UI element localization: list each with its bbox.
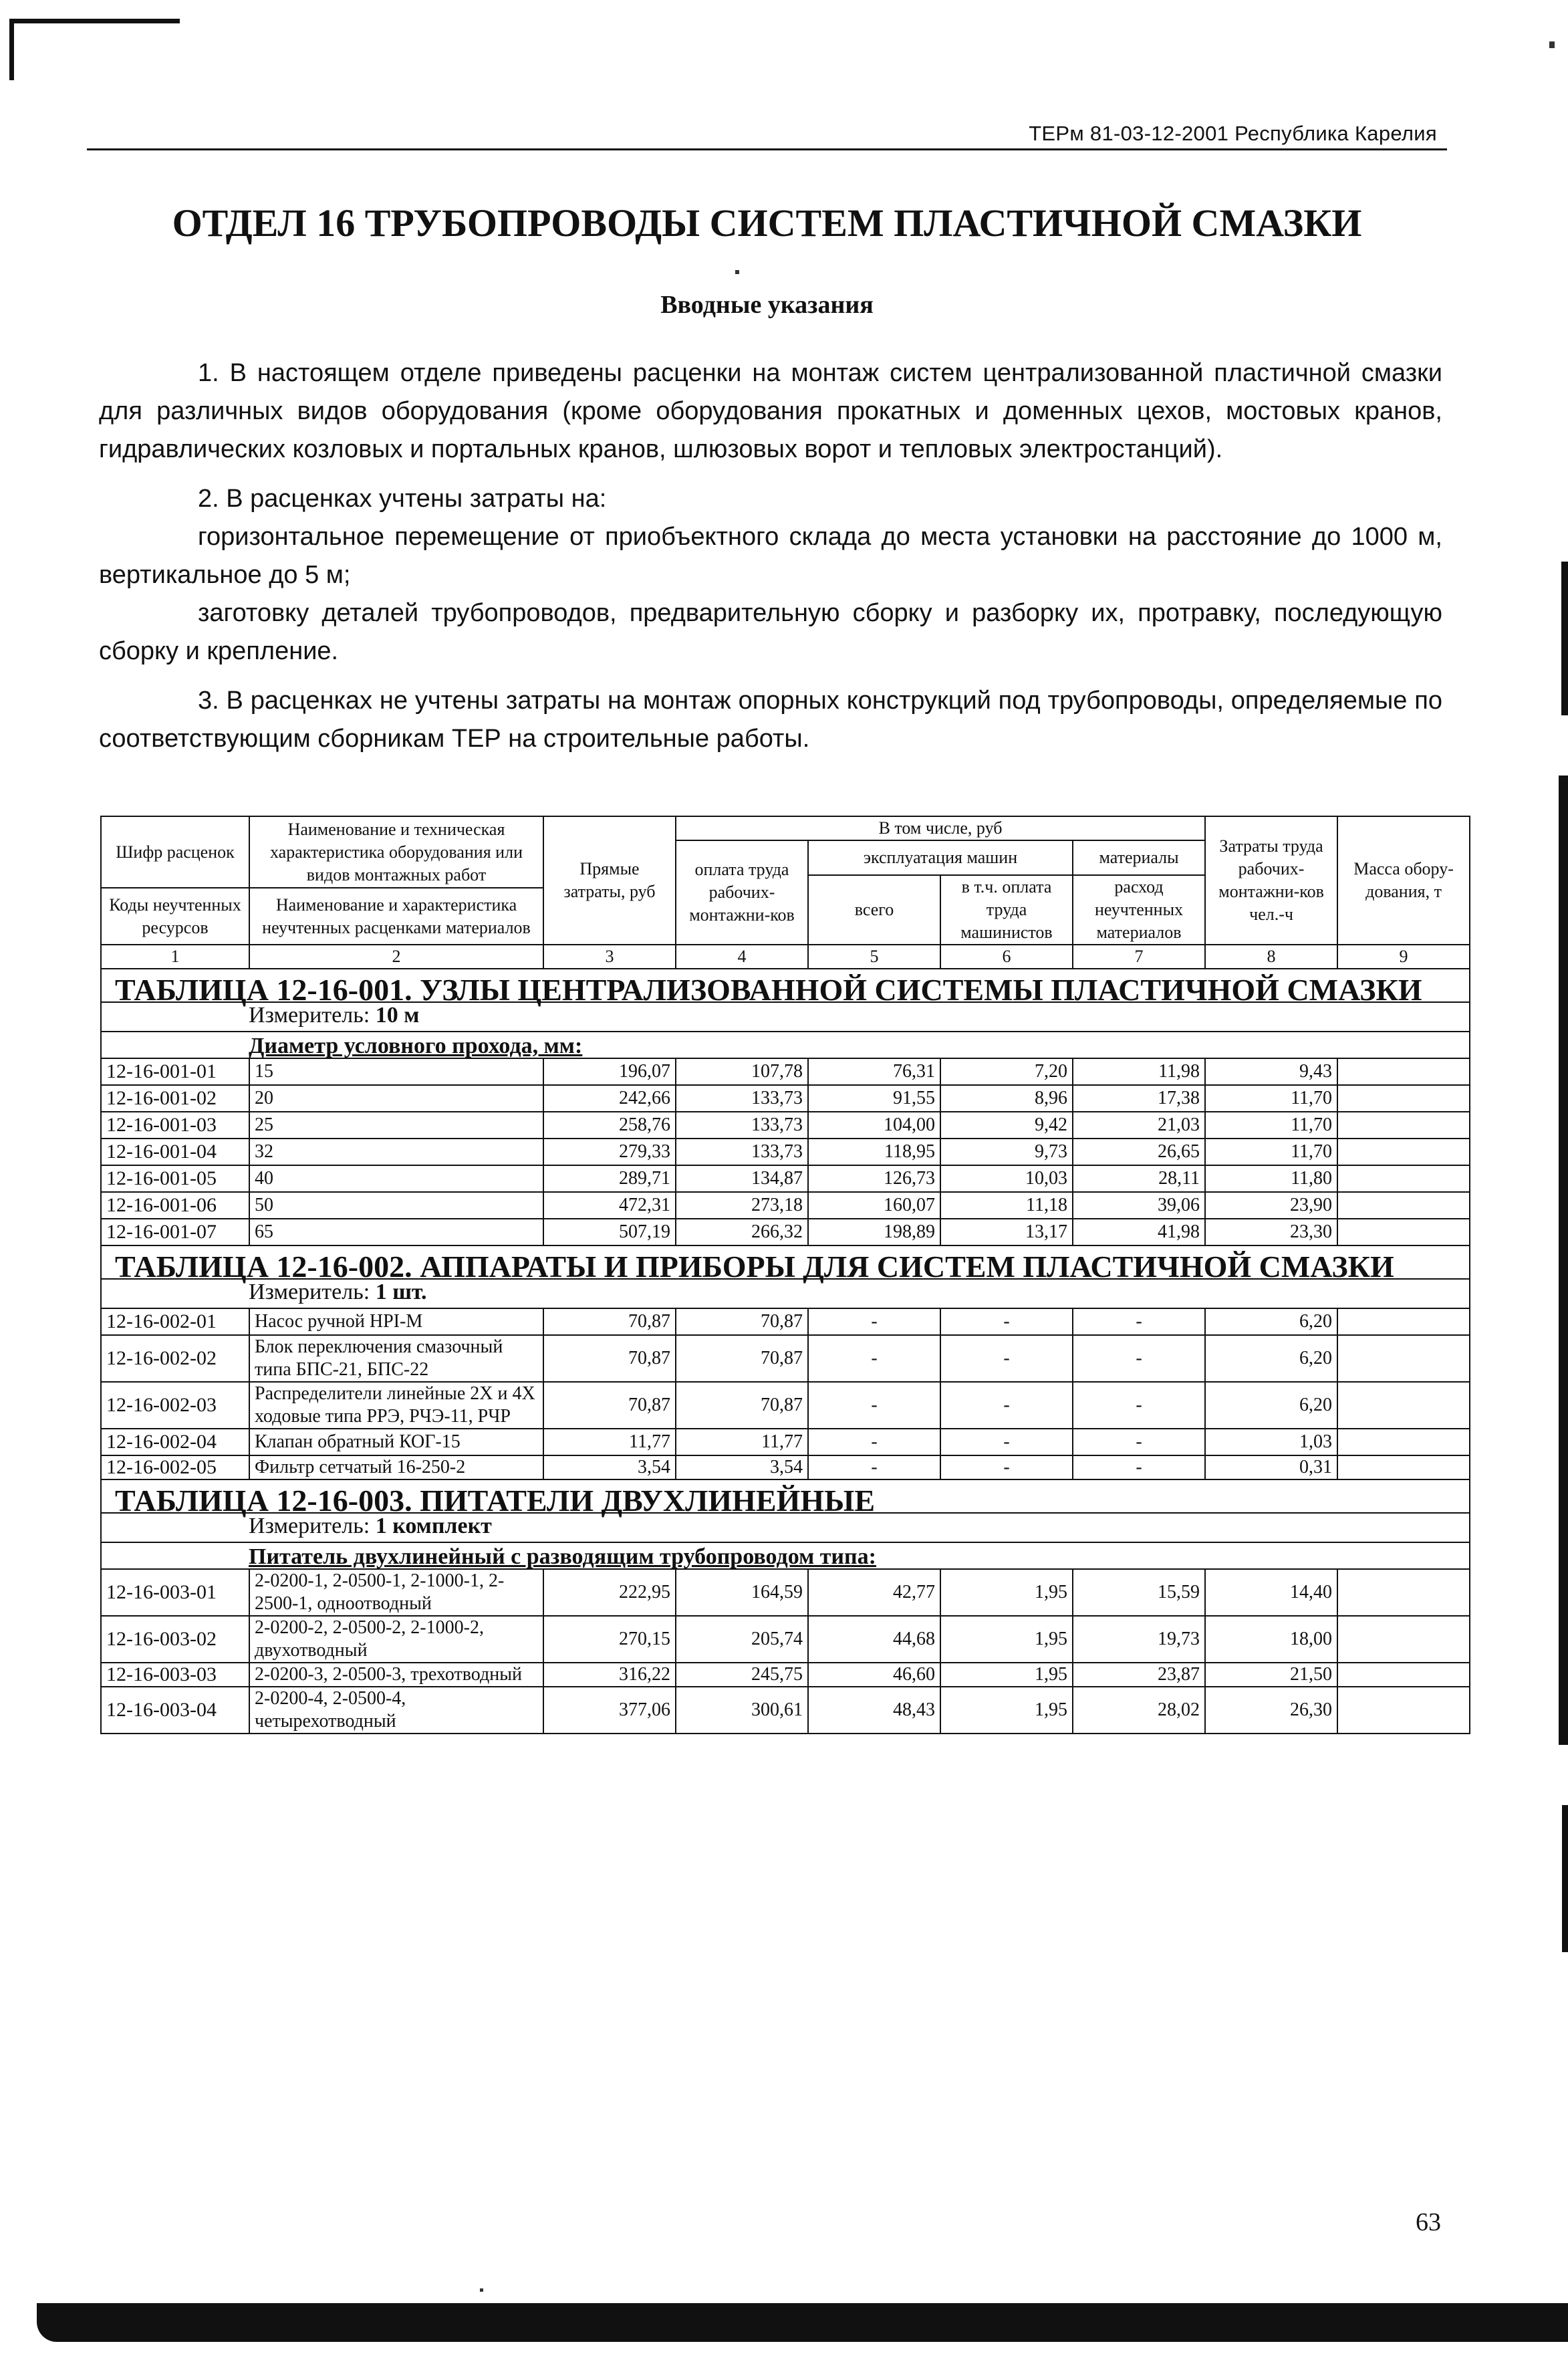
header-materials: материалы [1073,840,1205,875]
table-cell: 12-16-001-03 [101,1112,249,1139]
table-cell: 18,00 [1205,1616,1337,1663]
table-cell: 1,95 [940,1569,1073,1616]
table-3-measure: Измеритель: 1 комплект [101,1513,1470,1542]
table-row [101,1219,1470,1245]
header-name: Наименование и техническая характеристика оборудования или видов монтажных работ [249,816,543,888]
header-machines: эксплуатация машин [808,840,1073,875]
table-cell [1337,1429,1470,1455]
table-cell: 472,31 [543,1192,676,1219]
header-rule [87,148,1447,150]
table-1-body [101,1058,1470,1245]
scan-speck [480,2288,483,2292]
table-cell: 273,18 [676,1192,808,1219]
scan-bottom-edge [37,2303,1568,2342]
table-1-title: ТАБЛИЦА 12-16-001. УЗЛЫ ЦЕНТРАЛИЗОВАННОЙ СИСТЕМЫ ПЛАСТИЧНОЙ СМАЗКИ [101,969,1470,1002]
table-cell: 6,20 [1205,1382,1337,1429]
table-cell: 12-16-002-02 [101,1335,249,1382]
table-cell: Блок переключения смазочный типа БПС-21, БПС-22 [249,1335,543,1382]
table-cell: - [1073,1429,1205,1455]
paragraph-2: 2. В расценках учтены затраты на: [198,485,607,513]
table-cell: 164,59 [676,1569,808,1616]
table-cell: 14,40 [1205,1569,1337,1616]
table-cell: 289,71 [543,1165,676,1192]
table-cell: 2-0200-3, 2-0500-3, трехотводный [249,1663,543,1687]
table-cell: 242,66 [543,1085,676,1112]
table-cell: 15 [249,1058,543,1085]
table-cell [1337,1616,1470,1663]
column-number-row [101,945,1470,969]
table-cell: 11,77 [543,1429,676,1455]
table-cell: 134,87 [676,1165,808,1192]
table-cell [1337,1219,1470,1245]
column-number: 1 [101,945,249,969]
running-header: ТЕРм 81-03-12-2001 Республика Карелия [1029,122,1437,145]
table-cell [1337,1335,1470,1382]
table-cell: 118,95 [808,1139,940,1165]
table-cell [1337,1569,1470,1616]
table-cell: - [808,1455,940,1479]
table-cell [1337,1165,1470,1192]
section-title: ОТДЕЛ 16 ТРУБОПРОВОДЫ СИСТЕМ ПЛАСТИЧНОЙ СМАЗКИ [172,201,1362,245]
paragraph-3: 3. В расценках не учтены затраты на монтаж опорных конструкций под трубопроводы, определяемые по соответствующим сборникам ТЕР на строительные работы. [99,687,1442,753]
table-cell: - [808,1382,940,1429]
table-cell: 160,07 [808,1192,940,1219]
table-1-subheading: Диаметр условного прохода, мм: [101,1032,1470,1058]
table-cell: 11,77 [676,1429,808,1455]
table-cell [1337,1687,1470,1734]
table-cell: 1,95 [940,1616,1073,1663]
table-cell: 12-16-003-04 [101,1687,249,1734]
table-cell: 2-0200-4, 2-0500-4, четырехотводный [249,1687,543,1734]
table-cell: 9,42 [940,1112,1073,1139]
header-mach-pay: в т.ч. оплата труда машинистов [940,875,1073,945]
table-cell: 1,95 [940,1663,1073,1687]
header-direct: Прямые затраты, руб [543,816,676,945]
header-name-unacc: Наименование и характеристика неучтенных расценками материалов [249,888,543,945]
table-cell: 12-16-002-05 [101,1455,249,1479]
table-cell: - [808,1429,940,1455]
table-cell: 11,98 [1073,1058,1205,1085]
table-cell: 70,87 [543,1335,676,1382]
table-row [101,1429,1470,1455]
table-cell: 266,32 [676,1219,808,1245]
scan-speck [1549,41,1555,48]
intro-heading: Вводные указания [660,291,874,319]
table-cell: 1,03 [1205,1429,1337,1455]
table-cell [1337,1308,1470,1335]
table-cell: 133,73 [676,1085,808,1112]
table-title-row [101,1245,1470,1279]
column-number: 8 [1205,945,1337,969]
table-3-title: ТАБЛИЦА 12-16-003. ПИТАТЕЛИ ДВУХЛИНЕЙНЫЕ [101,1479,1470,1513]
table-cell: 6,20 [1205,1308,1337,1335]
table-cell: 21,50 [1205,1663,1337,1687]
table-cell: 46,60 [808,1663,940,1687]
table-cell: 42,77 [808,1569,940,1616]
table-3-body [101,1569,1470,1734]
table-cell: 1,95 [940,1687,1073,1734]
header-mat-unacc: расход неучтенных материалов [1073,875,1205,945]
table-cell: 19,73 [1073,1616,1205,1663]
header-labor-pay: оплата труда рабочих-монтажни-ков [676,840,808,945]
table-cell: - [1073,1335,1205,1382]
table-cell: - [1073,1382,1205,1429]
table-cell: 7,20 [940,1058,1073,1085]
table-cell: 222,95 [543,1569,676,1616]
table-cell: 126,73 [808,1165,940,1192]
table-cell: 6,20 [1205,1335,1337,1382]
table-cell: 41,98 [1073,1219,1205,1245]
table-cell: 258,76 [543,1112,676,1139]
table-row [101,1616,1470,1663]
paragraph-1: 1. В настоящем отделе приведены расценки на монтаж систем централизованной пластичной смазки для различных видов оборудования (кроме оборудования прокатных и доменных цехов, мостовых кранов, гидравлических козловых и портальных кранов, шлюзовых ворот и тепловых электростанций). [99,359,1442,463]
table-cell: 12-16-001-01 [101,1058,249,1085]
table-cell: 12-16-002-03 [101,1382,249,1429]
table-cell: 11,80 [1205,1165,1337,1192]
scan-edge-mark [1561,562,1568,715]
table-title-row [101,1479,1470,1513]
table-cell: 8,96 [940,1085,1073,1112]
table-row [101,1382,1470,1429]
table-cell: 9,73 [940,1139,1073,1165]
table-cell: 12-16-003-02 [101,1616,249,1663]
table-cell: 198,89 [808,1219,940,1245]
table-title-row [101,969,1470,1002]
table-cell [1337,1085,1470,1112]
table-cell [1337,1139,1470,1165]
table-cell: 17,38 [1073,1085,1205,1112]
table-cell [1337,1455,1470,1479]
header-row [101,816,1470,840]
table-cell: 26,65 [1073,1139,1205,1165]
table-cell: 11,70 [1205,1085,1337,1112]
table-cell: 9,43 [1205,1058,1337,1085]
column-number: 2 [249,945,543,969]
table-cell [1337,1058,1470,1085]
table-cell: 44,68 [808,1616,940,1663]
table-cell: - [940,1382,1073,1429]
header-mass: Масса обору-дования, т [1337,816,1470,945]
table-cell [1337,1663,1470,1687]
table-cell: 205,74 [676,1616,808,1663]
table-cell: 12-16-002-04 [101,1429,249,1455]
paragraph-2a: горизонтальное перемещение от приобъектного склада до места установки на расстояние до 1000 м, вертикальное до 5 м; [99,523,1442,589]
subheading-row [101,1032,1470,1058]
table-cell: 76,31 [808,1058,940,1085]
table-row [101,1569,1470,1616]
table-cell [1337,1192,1470,1219]
table-cell: 12-16-001-04 [101,1139,249,1165]
table-cell: - [808,1308,940,1335]
scan-speck [735,270,739,274]
table-cell: 32 [249,1139,543,1165]
table-cell: 70,87 [676,1335,808,1382]
table-cell: 12-16-001-07 [101,1219,249,1245]
table-cell: 20 [249,1085,543,1112]
table-row [101,1687,1470,1734]
table-3-subheading: Питатель двухлинейный с разводящим трубопроводом типа: [101,1542,1470,1569]
table-cell: 23,87 [1073,1663,1205,1687]
scan-edge-mark [1562,1805,1568,1952]
table-2-body [101,1308,1470,1479]
table-cell: 70,87 [676,1308,808,1335]
table-cell: - [940,1429,1073,1455]
table-cell: 39,06 [1073,1192,1205,1219]
table-row [101,1308,1470,1335]
header-codes-unacc: Коды неучтенных ресурсов [101,888,249,945]
table-cell: 48,43 [808,1687,940,1734]
table-cell: 507,19 [543,1219,676,1245]
table-cell: 28,02 [1073,1687,1205,1734]
paragraph-2b: заготовку деталей трубопроводов, предварительную сборку и разборку их, протравку, последующую сборку и крепление. [99,599,1442,665]
table-cell: 3,54 [676,1455,808,1479]
table-cell: 23,30 [1205,1219,1337,1245]
table-cell: 65 [249,1219,543,1245]
table-cell: 270,15 [543,1616,676,1663]
column-number: 9 [1337,945,1470,969]
table-cell: 300,61 [676,1687,808,1734]
table-row [101,1139,1470,1165]
table-row [101,1112,1470,1139]
table-row [101,1455,1470,1479]
header-incl: В том числе, руб [676,816,1205,840]
table-cell: 70,87 [676,1382,808,1429]
table-cell: - [1073,1308,1205,1335]
table-cell: - [940,1335,1073,1382]
table-cell: 316,22 [543,1663,676,1687]
table-cell: 25 [249,1112,543,1139]
page-number: 63 [1416,2208,1441,2236]
column-number: 7 [1073,945,1205,969]
table-cell: 15,59 [1073,1569,1205,1616]
scan-corner-mark-vertical [9,19,14,80]
table-2-measure: Измеритель: 1 шт. [101,1279,1470,1308]
table-cell: 12-16-001-06 [101,1192,249,1219]
table-cell: 133,73 [676,1112,808,1139]
intro-text [99,354,1442,769]
table-cell: 3,54 [543,1455,676,1479]
table-row [101,1192,1470,1219]
header-code: Шифр расценок [101,816,249,888]
table-cell: 279,33 [543,1139,676,1165]
table-cell: - [940,1455,1073,1479]
column-number: 4 [676,945,808,969]
table-cell: - [940,1308,1073,1335]
table-cell: 2-0200-2, 2-0500-2, 2-1000-2, двухотводный [249,1616,543,1663]
table-cell: 40 [249,1165,543,1192]
table-row [101,1663,1470,1687]
table-cell: Клапан обратный КОГ-15 [249,1429,543,1455]
table-cell: 91,55 [808,1085,940,1112]
table-cell: 12-16-001-02 [101,1085,249,1112]
table-cell: 12-16-001-05 [101,1165,249,1192]
table-row [101,1335,1470,1382]
subheading-row [101,1542,1470,1569]
table-cell: 26,30 [1205,1687,1337,1734]
table-cell: 377,06 [543,1687,676,1734]
table-cell: 23,90 [1205,1192,1337,1219]
table-cell: 196,07 [543,1058,676,1085]
table-cell: 133,73 [676,1139,808,1165]
rates-table [100,816,1470,1734]
table-cell: 11,70 [1205,1112,1337,1139]
table-cell: 12-16-003-03 [101,1663,249,1687]
table-cell: 245,75 [676,1663,808,1687]
table-cell: 107,78 [676,1058,808,1085]
table-row [101,1085,1470,1112]
header-labor-cost: Затраты труда рабочих-монтажни-ков чел.-ч [1205,816,1337,945]
table-row [101,1058,1470,1085]
table-cell: 12-16-003-01 [101,1569,249,1616]
column-number: 3 [543,945,676,969]
header-mach-total: всего [808,875,940,945]
table-cell: 28,11 [1073,1165,1205,1192]
table-cell: 70,87 [543,1382,676,1429]
table-cell: - [1073,1455,1205,1479]
scan-corner-mark [9,19,180,23]
table-row [101,1165,1470,1192]
table-cell: 11,70 [1205,1139,1337,1165]
column-number: 5 [808,945,940,969]
table-cell: 10,03 [940,1165,1073,1192]
table-cell: 104,00 [808,1112,940,1139]
table-cell: - [808,1335,940,1382]
table-1-measure: Измеритель: 10 м [101,1002,1470,1032]
table-cell: 50 [249,1192,543,1219]
table-cell: Фильтр сетчатый 16-250-2 [249,1455,543,1479]
table-cell: Распределители линейные 2Х и 4Х ходовые типа РРЭ, РЧЭ-11, РЧР [249,1382,543,1429]
table-cell: 21,03 [1073,1112,1205,1139]
scan-edge-mark [1559,776,1568,1745]
table-cell [1337,1382,1470,1429]
table-cell: Насос ручной НРI-М [249,1308,543,1335]
table-cell: 0,31 [1205,1455,1337,1479]
table-cell [1337,1112,1470,1139]
table-2-title: ТАБЛИЦА 12-16-002. АППАРАТЫ И ПРИБОРЫ ДЛЯ СИСТЕМ ПЛАСТИЧНОЙ СМАЗКИ [101,1245,1470,1279]
table-cell: 12-16-002-01 [101,1308,249,1335]
table-cell: 11,18 [940,1192,1073,1219]
column-number: 6 [940,945,1073,969]
table-cell: 70,87 [543,1308,676,1335]
table-cell: 2-0200-1, 2-0500-1, 2-1000-1, 2-2500-1, одноотводный [249,1569,543,1616]
table-cell: 13,17 [940,1219,1073,1245]
